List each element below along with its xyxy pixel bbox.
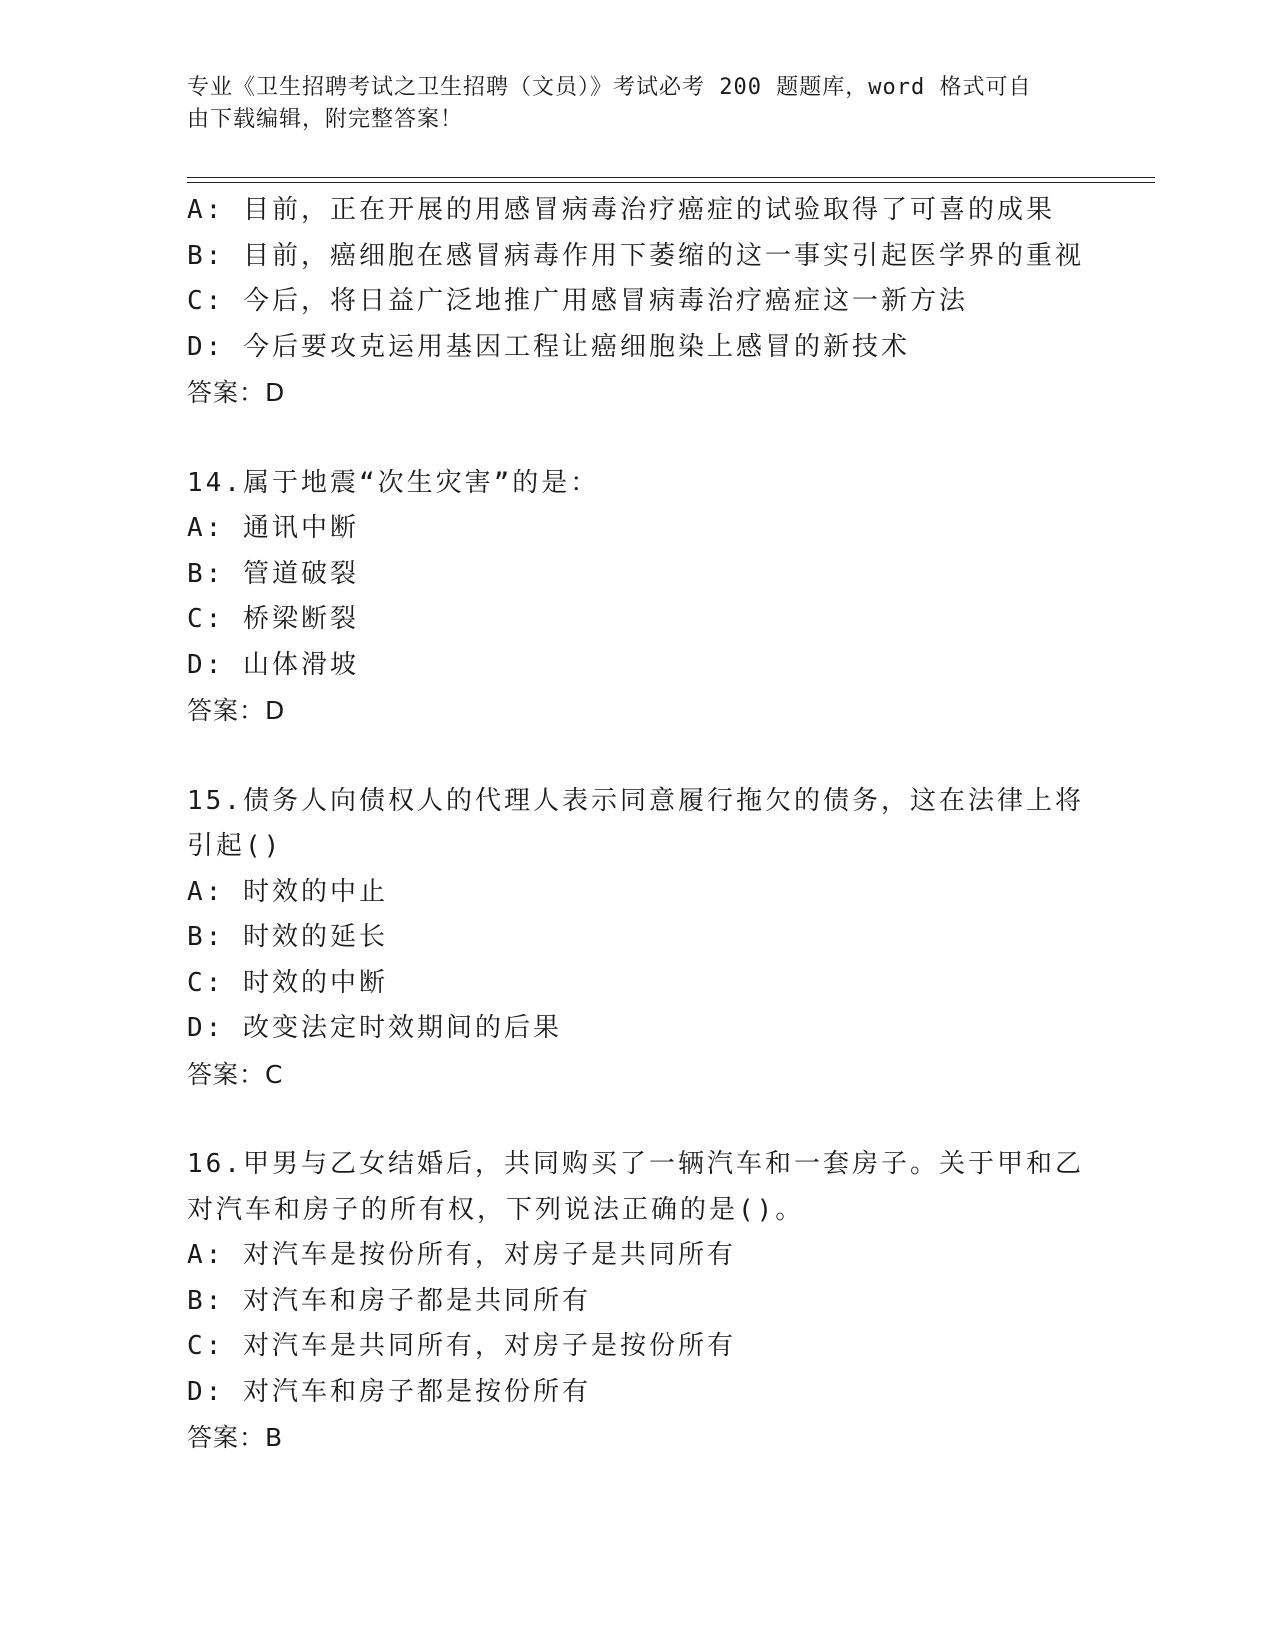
option-b: B: 管道破裂: [187, 558, 359, 589]
answer-line: 答案：B: [187, 1423, 284, 1452]
question-block-15: [187, 779, 1087, 1098]
question-stem-continued: 对汽车和房子的所有权，下列说法正确的是()。: [187, 1194, 805, 1225]
header-double-rule: [187, 177, 1155, 183]
option-d: D: 山体滑坡: [187, 649, 359, 680]
question-stem: 14.属于地震“次生灾害”的是：: [187, 467, 600, 498]
option-c: C: 时效的中断: [187, 967, 388, 998]
option-a: A: 通讯中断: [187, 513, 359, 543]
option-a: A: 目前，正在开展的用感冒病毒治疗癌症的试验取得了可喜的成果: [187, 195, 1055, 225]
answer-line: 答案：D: [187, 696, 286, 725]
option-c: C: 桥梁断裂: [187, 604, 359, 634]
option-c: C: 今后，将日益广泛地推广用感冒病毒治疗癌症这一新方法: [187, 286, 968, 316]
answer-line: 答案：C: [187, 1059, 284, 1089]
question-stem-continued: 引起(): [187, 831, 283, 861]
option-c: C: 对汽车是共同所有，对房子是按份所有: [187, 1331, 736, 1361]
header-line-2: 由下载编辑，附完整答案！: [187, 107, 464, 132]
question-block-14: [187, 461, 1087, 734]
header-line-1: 专业《卫生招聘考试之卫生招聘（文员）》考试必考 200 题题库，word 格式可自: [187, 75, 1032, 100]
option-a: A: 对汽车是按份所有，对房子是共同所有: [187, 1240, 736, 1270]
option-d: D: 今后要攻克运用基因工程让癌细胞染上感冒的新技术: [187, 331, 910, 362]
option-d: D: 对汽车和房子都是按份所有: [187, 1376, 591, 1407]
page-header: [187, 72, 1067, 136]
option-b: B: 目前，癌细胞在感冒病毒作用下萎缩的这一事实引起医学界的重视: [187, 240, 1084, 271]
option-b: B: 对汽车和房子都是共同所有: [187, 1285, 591, 1316]
question-stem: 16.甲男与乙女结婚后，共同购买了一辆汽车和一套房子。关于甲和乙: [187, 1149, 1084, 1179]
answer-line: 答案：D: [187, 378, 286, 407]
question-block-16: [187, 1142, 1087, 1461]
option-a: A: 时效的中止: [187, 876, 388, 907]
question-stem: 15.债务人向债权人的代理人表示同意履行拖欠的债务，这在法律上将: [187, 785, 1084, 816]
option-b: B: 时效的延长: [187, 922, 388, 952]
option-d: D: 改变法定时效期间的后果: [187, 1013, 562, 1043]
question-block-13: [187, 188, 1087, 416]
question-list: [187, 188, 1087, 1461]
